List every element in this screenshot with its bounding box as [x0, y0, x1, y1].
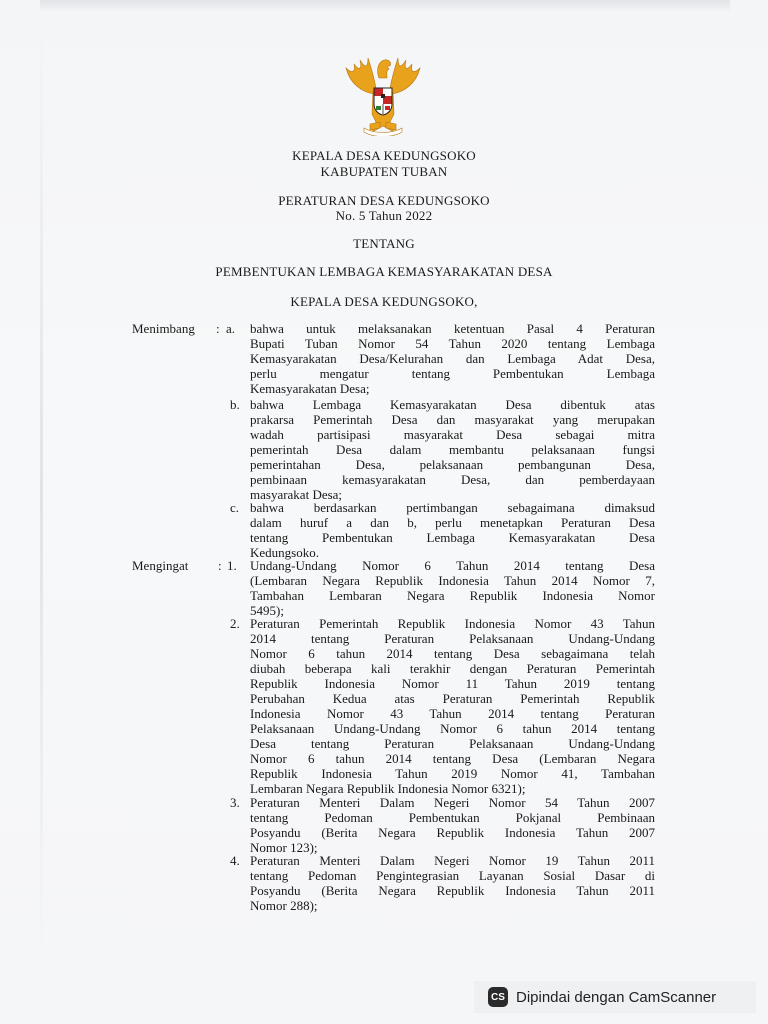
- menimbang-item-a: [250, 321, 655, 396]
- text-line: tentang Pedoman Pengintegrasian Layanan Sosial Dasar di: [250, 868, 655, 883]
- mengingat-marker-4: 4.: [230, 853, 240, 868]
- text-line: perlu mengatur tentang Pembentukan Lembaga: [250, 366, 655, 381]
- mengingat-label: Mengingat: [132, 558, 189, 573]
- regulation-subject: PEMBENTUKAN LEMBAGA KEMASYARAKATAN DESA: [215, 264, 553, 279]
- text-line: wadah partisipasi masyarakat Desa sebagai mitra: [250, 427, 655, 442]
- camscanner-text: Dipindai dengan CamScanner: [516, 988, 717, 1006]
- text-line: Republik Indonesia Nomor 11 Tahun 2019 tentang: [250, 676, 655, 691]
- text-line: (Lembaran Negara Republik Indonesia Tahun 2014 Nomor 7,: [250, 573, 655, 588]
- text-line: Nomor 123);: [250, 840, 318, 855]
- camscanner-watermark: [474, 981, 756, 1013]
- garuda-emblem-icon: [340, 48, 426, 136]
- text-line: Peraturan Pemerintah Republik Indonesia Nomor 43 Tahun: [250, 616, 655, 631]
- mengingat-marker-2: 2.: [230, 616, 240, 631]
- mengingat-separator: :: [218, 558, 222, 573]
- header-regency: KABUPATEN TUBAN: [320, 164, 448, 179]
- mengingat-marker-1: 1.: [227, 558, 237, 573]
- text-line: Peraturan Menteri Dalam Negeri Nomor 54 Tahun 2007: [250, 795, 655, 810]
- text-line: Lembaran Negara Republik Indonesia Nomor 6321);: [250, 781, 526, 796]
- text-line: bahwa berdasarkan pertimbangan sebagaimana dimaksud: [250, 500, 655, 515]
- menimbang-separator: :: [216, 321, 220, 336]
- menimbang-marker-a: a.: [226, 321, 236, 336]
- about-heading: TENTANG: [353, 236, 415, 251]
- text-line: dalam huruf a dan b, perlu menetapkan Peraturan Desa: [250, 515, 655, 530]
- text-line: prakarsa Pemerintah Desa dan masyarakat yang merupakan: [250, 412, 655, 427]
- text-line: Kemasyarakatan Desa/Kelurahan dan Lembaga Adat Desa,: [250, 351, 655, 366]
- text-line: diubah beberapa kali terakhir dengan Peraturan Pemerintah: [250, 661, 655, 676]
- menimbang-marker-b: b.: [230, 397, 240, 412]
- text-line: bahwa untuk melaksanakan ketentuan Pasal 4 Peraturan: [250, 321, 655, 336]
- text-line: masyarakat Desa;: [250, 487, 343, 502]
- scan-top-shadow: [40, 0, 730, 12]
- text-line: Bupati Tuban Nomor 54 Tahun 2020 tentang Lembaga: [250, 336, 655, 351]
- text-line: Republik Indonesia Tahun 2019 Nomor 41, Tambahan: [250, 766, 655, 781]
- text-line: pemerintahan Desa, pelaksanaan pembangunan Desa,: [250, 457, 655, 472]
- mengingat-item-4: [250, 853, 655, 913]
- text-line: tentang Pedoman Pembentukan Pokjanal Pembinaan: [250, 810, 655, 825]
- text-line: Nomor 288);: [250, 898, 318, 913]
- text-line: bahwa Lembaga Kemasyarakatan Desa dibentuk atas: [250, 397, 655, 412]
- authority-heading: KEPALA DESA KEDUNGSOKO,: [290, 294, 478, 309]
- text-line: pemerintah Desa dalam membantu pelaksanaan fungsi: [250, 442, 655, 457]
- camscanner-logo-icon: CS: [488, 987, 508, 1007]
- menimbang-label: Menimbang: [132, 321, 195, 336]
- regulation-number: No. 5 Tahun 2022: [335, 208, 433, 223]
- text-line: Tambahan Lembaran Negara Republik Indonesia Nomor: [250, 588, 655, 603]
- text-line: 2014 tentang Peraturan Pelaksanaan Undang-Undang: [250, 631, 655, 646]
- text-line: Kedungsoko.: [250, 545, 319, 560]
- menimbang-item-b: [250, 397, 655, 502]
- text-line: Posyandu (Berita Negara Republik Indonesia Tahun 2007: [250, 825, 655, 840]
- text-line: Desa tentang Peraturan Pelaksanaan Undang-Undang: [250, 736, 655, 751]
- menimbang-item-c: [250, 500, 655, 560]
- header-office: KEPALA DESA KEDUNGSOKO: [292, 148, 476, 163]
- mengingat-marker-3: 3.: [230, 795, 240, 810]
- mengingat-item-3: [250, 795, 655, 855]
- text-line: Perubahan Kedua atas Peraturan Pemerintah Republik: [250, 691, 655, 706]
- text-line: Kemasyarakatan Desa;: [250, 381, 370, 396]
- text-line: pembinaan kemasyarakatan Desa, dan pemberdayaan: [250, 472, 655, 487]
- mengingat-item-2: [250, 616, 655, 796]
- mengingat-item-1: [250, 558, 655, 618]
- text-line: tentang Pembentukan Lembaga Kemasyarakatan Desa: [250, 530, 655, 545]
- text-line: Peraturan Menteri Dalam Negeri Nomor 19 Tahun 2011: [250, 853, 655, 868]
- text-line: Nomor 6 tahun 2014 tentang Desa (Lembaran Negara: [250, 751, 655, 766]
- text-line: Nomor 6 tahun 2014 tentang Desa sebagaimana telah: [250, 646, 655, 661]
- text-line: 5495);: [250, 603, 284, 618]
- text-line: Posyandu (Berita Negara Republik Indonesia Tahun 2011: [250, 883, 655, 898]
- menimbang-marker-c: c.: [230, 500, 240, 515]
- text-line: Pelaksanaan Undang-Undang Nomor 6 tahun 2014 tentang: [250, 721, 655, 736]
- text-line: Indonesia Nomor 43 Tahun 2014 tentang Peraturan: [250, 706, 655, 721]
- text-line: Undang-Undang Nomor 6 Tahun 2014 tentang Desa: [250, 558, 655, 573]
- regulation-title: PERATURAN DESA KEDUNGSOKO: [278, 193, 490, 208]
